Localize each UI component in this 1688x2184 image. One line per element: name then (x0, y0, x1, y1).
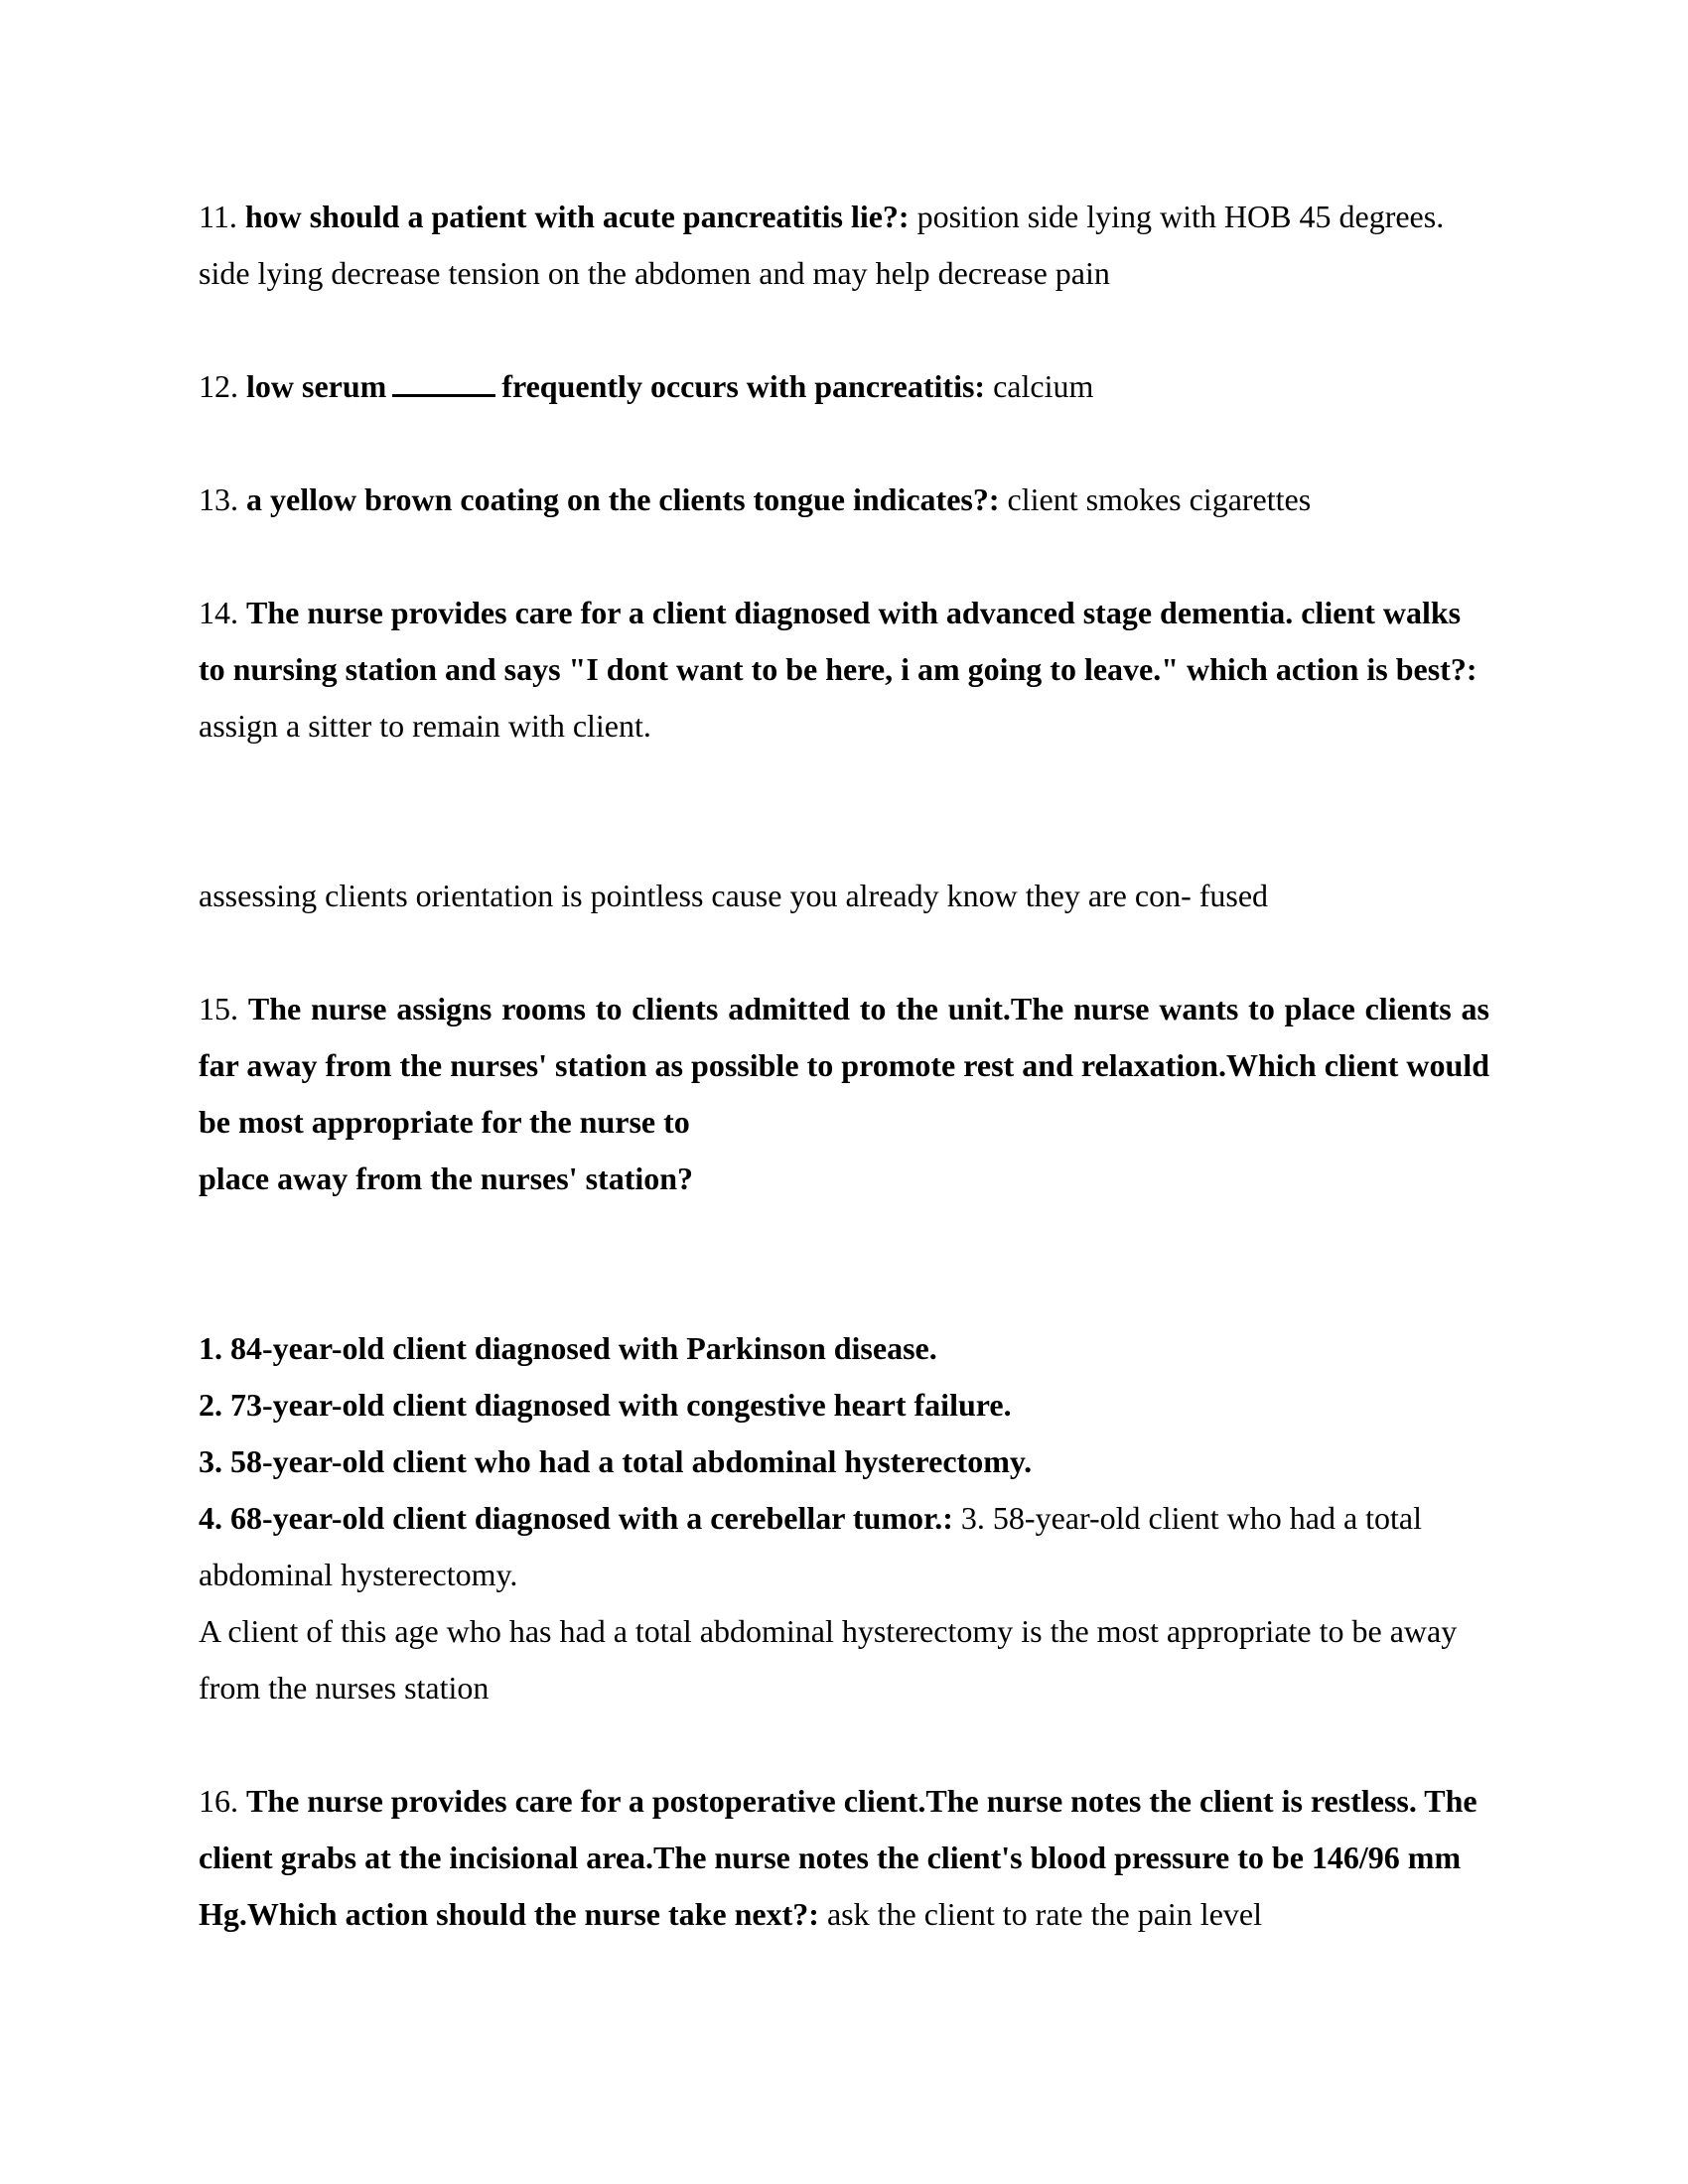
option-4-with-answer (199, 1490, 1489, 1603)
option-1: 1. 84-year-old client diagnosed with Parkinson disease. (199, 1330, 937, 1366)
question-text: a yellow brown coating on the clients tongue indicates?: (246, 481, 1000, 517)
item-number: 15. (199, 991, 238, 1026)
option-2: 2. 73-year-old client diagnosed with congestive heart failure. (199, 1387, 1012, 1423)
item-12 (199, 358, 1489, 415)
option-4: 4. 68-year-old client diagnosed with a cerebellar tumor.: (199, 1500, 953, 1536)
item-number: 14. (199, 595, 238, 630)
item-16 (199, 1773, 1489, 1943)
item-11 (199, 189, 1489, 302)
item-14-note: assessing clients orientation is pointless cause you already know they are con- fused (199, 878, 1269, 913)
answer-text: ask the client to rate the pain level (826, 1896, 1262, 1932)
item-15 (199, 981, 1489, 1207)
item-14 (199, 585, 1489, 754)
item-number: 11. (199, 199, 237, 234)
document-page (199, 189, 1489, 1999)
question-text: The nurse provides care for a client diagnosed with advanced stage dementia. client walks to nursing station and says "I dont want to be here, i am going to leave." which action is best?: (199, 595, 1477, 687)
rationale-text: A client of this age who has had a total abdominal hysterectomy is the most appropriate to be away from the nurses station (199, 1613, 1458, 1706)
question-text: The nurse provides care for a postoperative client.The nurse notes the client is restless. The client grabs at the incisional area.The nurse notes the client's blood pressure to be 146/96 mm Hg.Which action should the nurse take next?: (199, 1783, 1477, 1932)
answer-options (199, 1320, 1489, 1716)
item-13 (199, 472, 1489, 528)
question-text: The nurse assigns rooms to clients admitted to the unit.The nurse wants to place clients as far away from the nurses' station as possible to promote rest and relaxation.Which client would be most appropriate for the nurse to (199, 991, 1490, 1140)
question-text-part1: low serum (246, 368, 387, 404)
answer-text: assign a sitter to remain with client. (199, 708, 651, 744)
item-number: 16. (199, 1783, 238, 1819)
fill-in-blank (392, 370, 495, 397)
question-text-line2: place away from the nurses' station? (199, 1160, 694, 1196)
question-block (199, 981, 1489, 1151)
question-text: how should a patient with acute pancreatitis lie?: (244, 199, 910, 234)
answer-text: 3. 58-year-old client who had a total abdominal hysterectomy. (199, 1500, 1423, 1592)
answer-text: client smokes cigarettes (1007, 481, 1312, 517)
item-number: 12. (199, 368, 238, 404)
item-number: 13. (199, 481, 238, 517)
answer-text: position side lying with HOB 45 degrees. side lying decrease tension on the abdomen and may help decrease pain (199, 199, 1445, 291)
question-text-part2: frequently occurs with pancreatitis: (501, 368, 986, 404)
answer-text: calcium (993, 368, 1094, 404)
option-3: 3. 58-year-old client who had a total abdominal hysterectomy. (199, 1443, 1033, 1479)
